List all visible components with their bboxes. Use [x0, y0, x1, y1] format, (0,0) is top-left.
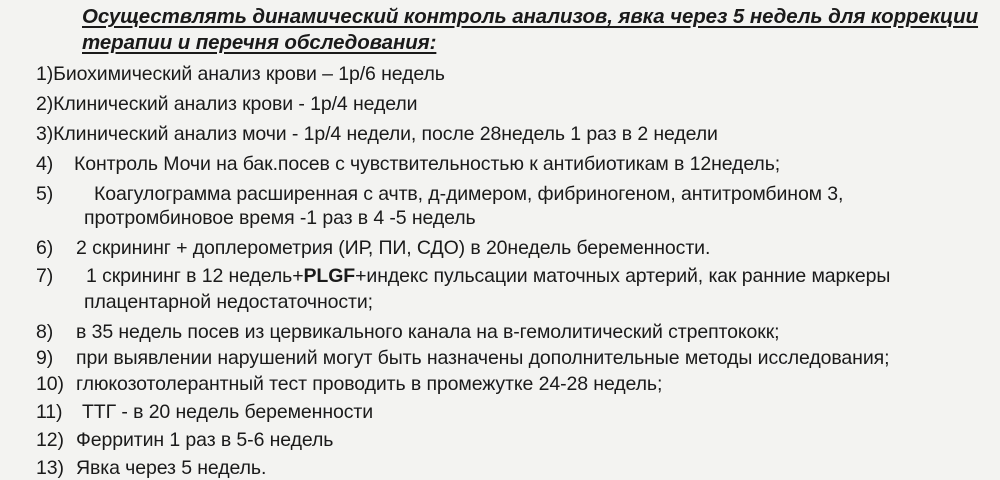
item-number: 12): [36, 429, 64, 451]
item-text: Явка через 5 недель.: [76, 457, 267, 479]
list-item: [36, 92, 417, 116]
item-text: Коагулограмма расширенная с ачтв, д-димером, фибриногеном, антитромбином 3,: [94, 183, 844, 205]
heading-line-1: Осуществлять динамический контроль анализов, явка через 5 недель для коррекции: [82, 5, 979, 28]
item-number: 1): [36, 63, 54, 85]
item-text: в 35 недель посев из цервикального канала на в-гемолитический стрептококк;: [76, 321, 780, 343]
heading-line-2: терапии и перечня обследования:: [82, 31, 437, 54]
item-number: 11): [36, 401, 63, 423]
item-text: 2 скрининг + доплерометрия (ИР, ПИ, СДО) в 20недель беременности.: [76, 237, 711, 259]
list-item-continuation: плацентарной недостаточности;: [84, 291, 373, 313]
list-item: [36, 346, 889, 370]
item-number: 7): [36, 265, 54, 287]
item-text-part: +индекс пульсации маточных артерий, как ранние маркеры: [355, 265, 891, 287]
item-number: 8): [36, 321, 54, 343]
list-item: [36, 320, 779, 344]
item-text-bold: PLGF: [303, 265, 356, 287]
item-number: 9): [36, 347, 54, 369]
item-text: ТТГ - в 20 недель беременности: [82, 401, 374, 423]
list-item: [36, 456, 266, 480]
item-number: 6): [36, 237, 54, 259]
item-number: 4): [36, 153, 54, 175]
item-text: глюкозотолерантный тест проводить в промежутке 24-28 недель;: [76, 373, 663, 395]
item-number: 2): [36, 93, 54, 115]
item-text: Ферритин 1 раз в 5-6 недель: [76, 429, 334, 451]
document-heading: [82, 4, 982, 56]
list-item: [36, 372, 662, 396]
list-item: [36, 428, 333, 452]
item-text: Контроль Мочи на бак.посев с чувствительностью к антибиотикам в 12недель;: [74, 153, 781, 175]
list-item: [36, 62, 445, 86]
item-text: Клинический анализ крови - 1р/4 недели: [53, 93, 418, 115]
item-text: Клинический анализ мочи - 1р/4 недели, после 28недель 1 раз в 2 недели: [53, 123, 718, 145]
list-item: [36, 264, 890, 288]
item-text-part: 1 скрининг в 12 недель+: [86, 265, 304, 287]
list-item: [36, 182, 843, 206]
list-item: [36, 152, 780, 176]
list-item: [36, 122, 718, 146]
item-text: при выявлении нарушений могут быть назначены дополнительные методы исследования;: [76, 347, 890, 369]
item-number: 3): [36, 123, 54, 145]
list-item-continuation: протромбиновое время -1 раз в 4 -5 недель: [84, 207, 476, 229]
list-item: [36, 236, 710, 260]
item-number: 10): [36, 373, 64, 395]
item-number: 13): [36, 457, 64, 479]
item-number: 5): [36, 183, 54, 205]
item-text: Биохимический анализ крови – 1р/6 недель: [53, 63, 445, 85]
list-item: [36, 400, 373, 424]
